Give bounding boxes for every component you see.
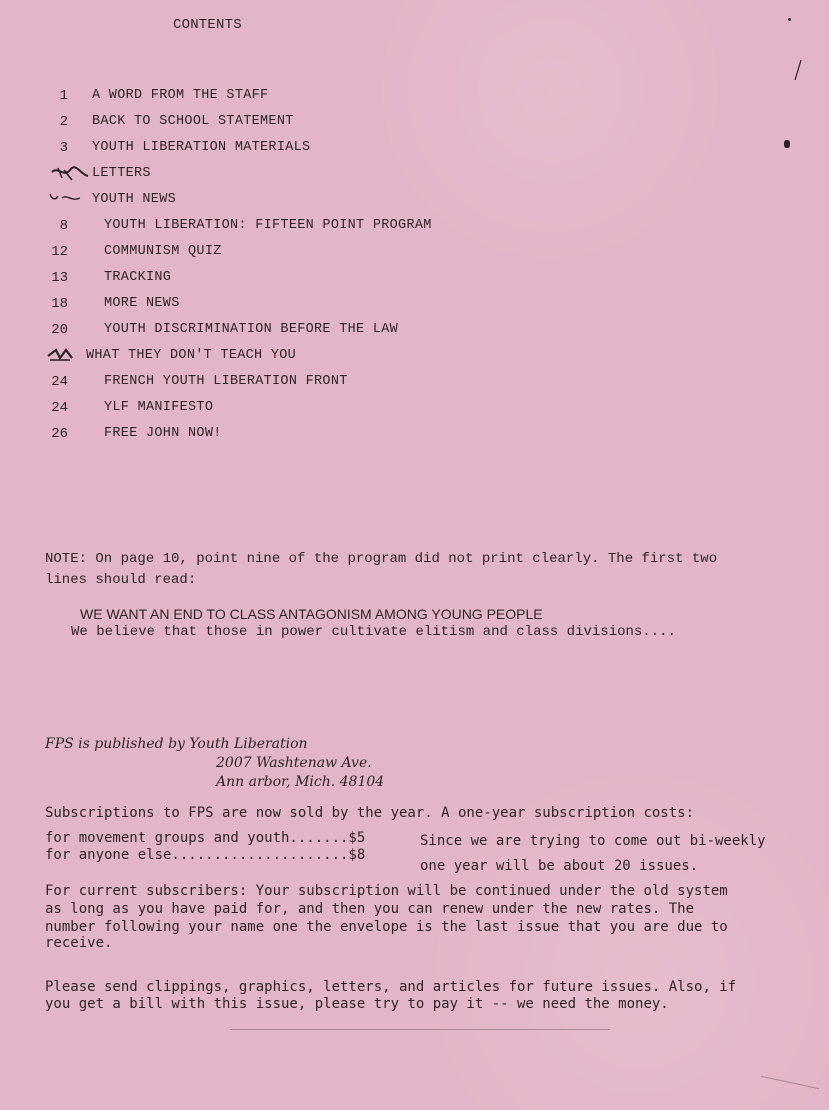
note-line: NOTE: On page 10, point nine of the program did not print clearly. The first two	[45, 551, 718, 567]
toc-entry-title: FRENCH YOUTH LIBERATION FRONT	[104, 374, 348, 389]
toc-entry-title: WHAT THEY DON'T TEACH YOU	[86, 348, 297, 363]
toc-page-number: 1	[59, 88, 68, 104]
toc-entry-title: YOUTH LIBERATION MATERIALS	[92, 140, 311, 155]
frequency-note: Since we are trying to come out bi-weekly	[420, 833, 766, 849]
speck-mark	[788, 18, 791, 21]
speck-mark	[784, 140, 790, 148]
note-quote-line: We believe that those in power cultivate elitism and class divisions....	[71, 624, 676, 640]
note-caps-line: WE WANT AN END TO CLASS ANTAGONISM AMONG YOUNG PEOPLE	[80, 606, 543, 622]
price-movement: for movement groups and youth.......$5	[45, 830, 366, 846]
handwritten-scribble-mark	[46, 190, 86, 210]
toc-page-number: 3	[59, 140, 68, 156]
toc-page-number: 20	[51, 322, 68, 338]
closing-text: you get a bill with this issue, please try to pay it -- we need the money.	[45, 996, 669, 1012]
toc-entry-title: YOUTH LIBERATION: FIFTEEN POINT PROGRAM	[104, 218, 432, 233]
toc-page-number: 8	[59, 218, 68, 234]
publisher-city: Ann arbor, Mich. 48104	[216, 774, 385, 790]
toc-entry-title: FREE JOHN NOW!	[104, 426, 222, 441]
toc-entry-title: YOUTH DISCRIMINATION BEFORE THE LAW	[104, 322, 399, 337]
toc-page-number: 12	[51, 244, 68, 260]
subscription-intro: Subscriptions to FPS are now sold by the year. A one-year subscription costs:	[45, 805, 695, 821]
toc-page-number: 24	[51, 374, 68, 390]
current-subscriber-text: receive.	[45, 935, 113, 951]
toc-entry-title: LETTERS	[92, 166, 151, 181]
closing-text: Please send clippings, graphics, letters, and articles for future issues. Also, if	[45, 979, 737, 995]
note-line: lines should read:	[45, 572, 197, 588]
toc-page-number: 2	[59, 114, 68, 130]
toc-entry-title: COMMUNISM QUIZ	[104, 244, 222, 259]
toc-entry-title: A WORD FROM THE STAFF	[92, 88, 269, 103]
frequency-note: one year will be about 20 issues.	[420, 858, 699, 874]
price-anyone: for anyone else.....................$8	[45, 847, 366, 863]
contents-heading: CONTENTS	[173, 17, 242, 33]
slash-mark	[793, 58, 803, 87]
toc-entry-title: TRACKING	[104, 270, 172, 285]
current-subscriber-text: For current subscribers: Your subscription will be continued under the old system	[45, 883, 728, 899]
toc-page-number: 13	[51, 270, 68, 286]
toc-page-number: 18	[51, 296, 68, 312]
current-subscriber-text: as long as you have paid for, and then you can renew under the new rates. The	[45, 901, 695, 917]
handwritten-scribble-mark	[50, 164, 92, 190]
toc-page-number: 24	[51, 400, 68, 416]
publisher-line: FPS is published by Youth Liberation	[45, 736, 308, 752]
toc-entry-title: YLF MANIFESTO	[104, 400, 214, 415]
toc-entry-title: YOUTH NEWS	[92, 192, 177, 207]
toc-page-number: 26	[51, 426, 68, 442]
faint-rule-line	[761, 1076, 820, 1089]
toc-entry-title: BACK TO SCHOOL STATEMENT	[92, 114, 294, 129]
toc-entry-title: MORE NEWS	[104, 296, 180, 311]
current-subscriber-text: number following your name one the envelope is the last issue that you are due to	[45, 919, 728, 935]
faint-rule-line	[230, 1029, 610, 1030]
handwritten-scribble-mark	[46, 346, 82, 368]
publisher-address: 2007 Washtenaw Ave.	[216, 755, 372, 771]
